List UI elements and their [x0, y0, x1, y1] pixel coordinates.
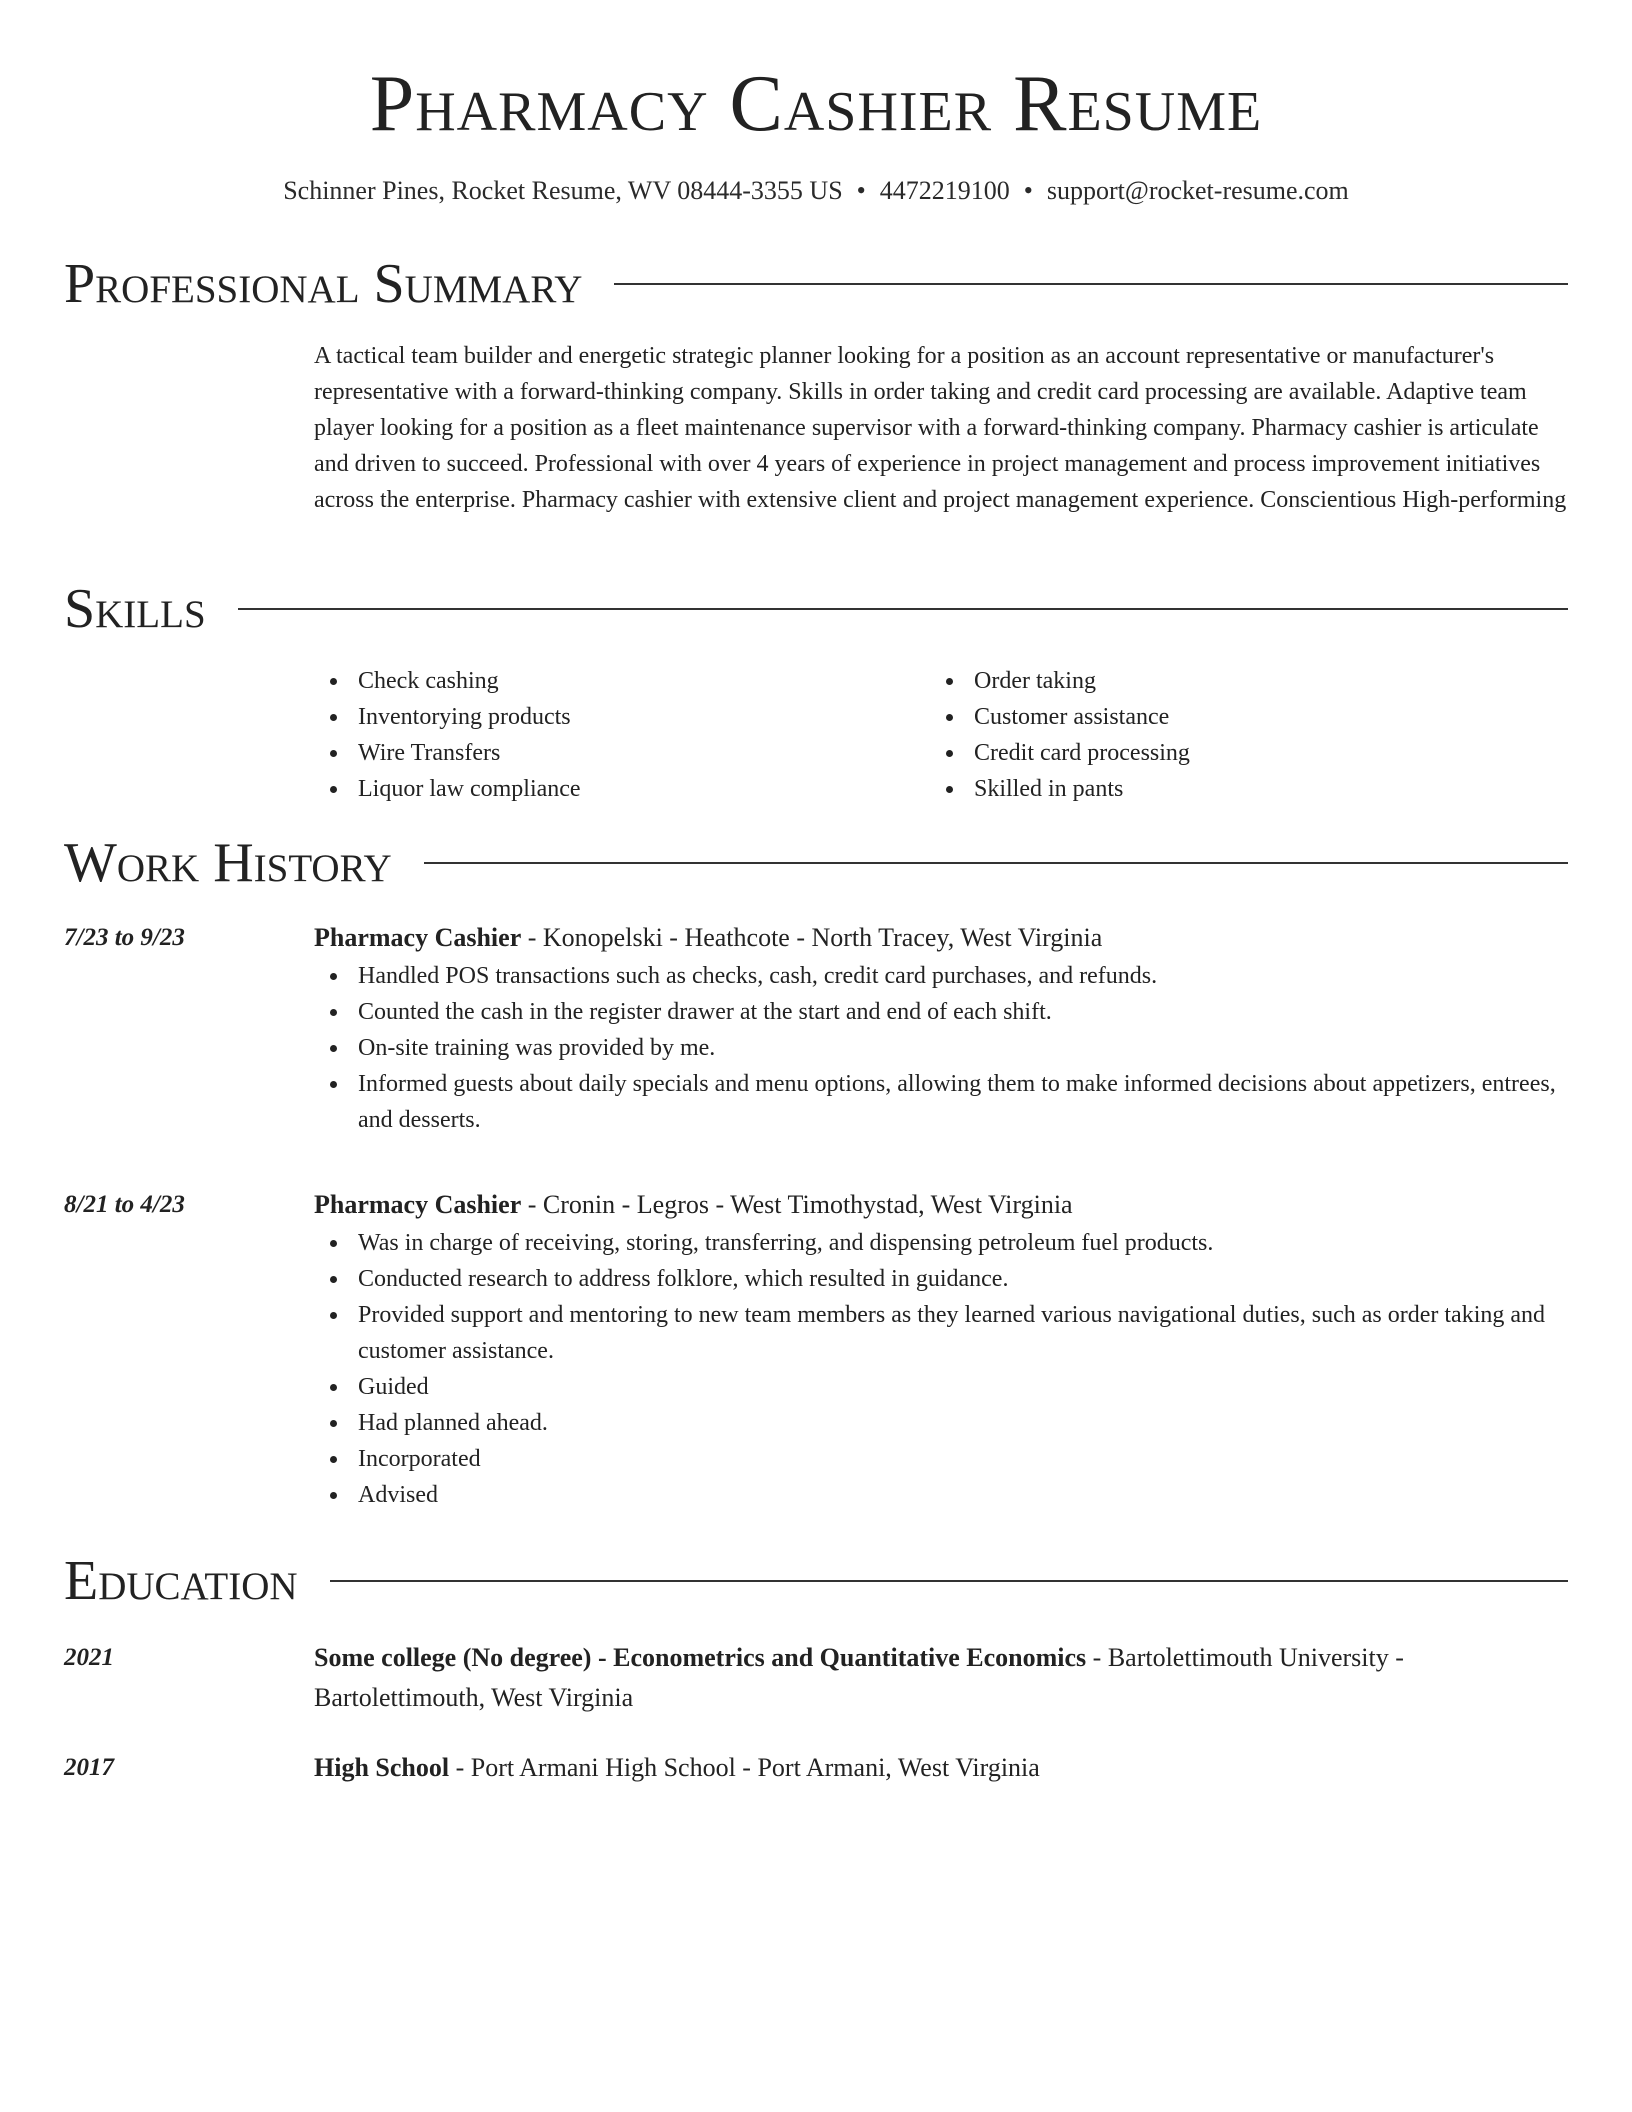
skill-item: Skilled in pants [930, 771, 1546, 807]
job-duty: Guided [314, 1369, 1568, 1405]
job-duty: Conducted research to address folklore, which resulted in guidance. [314, 1261, 1568, 1297]
work-section-header [64, 831, 1568, 895]
job-dates: 7/23 to 9/23 [64, 924, 185, 951]
education-section-header [64, 1549, 1568, 1613]
education-year: 2017 [64, 1754, 114, 1781]
job-employer: - Konopelski - Heathcote - North Tracey, West Virginia [521, 923, 1103, 952]
skill-item: Order taking [930, 663, 1546, 699]
skills-column-right [930, 663, 1546, 807]
job-entry [314, 1185, 1568, 1513]
education-year: 2021 [64, 1644, 114, 1671]
contact-phone: 4472219100 [879, 176, 1010, 205]
contact-email: support@rocket-resume.com [1046, 176, 1349, 205]
education-heading: Education [64, 1550, 298, 1612]
education-entry [314, 1748, 1568, 1788]
summary-heading: Professional Summary [64, 253, 583, 315]
contact-address: Schinner Pines, Rocket Resume, WV 08444-3355 US [283, 176, 843, 205]
contact-separator: • [1023, 176, 1033, 205]
job-duty: On-site training was provided by me. [314, 1030, 1568, 1066]
summary-text: A tactical team builder and energetic strategic planner looking for a position as an account representative or manufacturer's representative with a forward-thinking company. Skills in order taking and credit card processing are available. Adaptive team player looking for a position as a fleet maintenance supervisor with a forward-thinking company. Pharmacy cashier is articulate and driven to succeed. Professional with over 4 years of experience in project management and process improvement initiatives across the enterprise. Pharmacy cashier with extensive client and project management experience. Conscientious High-performing [314, 343, 1567, 513]
skill-item: Credit card processing [930, 735, 1546, 771]
job-duty: Advised [314, 1477, 1568, 1513]
education-entry [314, 1638, 1568, 1718]
contact-separator: • [856, 176, 866, 205]
resume-title: Pharmacy Cashier Resume [369, 60, 1263, 148]
skill-item: Check cashing [314, 663, 930, 699]
skill-item: Customer assistance [930, 699, 1546, 735]
section-divider [330, 1580, 1568, 1582]
work-heading: Work History [64, 832, 392, 894]
job-employer: - Cronin - Legros - West Timothystad, West Virginia [521, 1190, 1073, 1219]
education-degree: High School [314, 1753, 450, 1782]
education-school: - Bartolettimouth University - Bartolettimouth, West Virginia [314, 1643, 1404, 1712]
job-duty: Was in charge of receiving, storing, transferring, and dispensing petroleum fuel products. [314, 1225, 1568, 1261]
section-divider [424, 862, 1568, 864]
job-duty: Incorporated [314, 1441, 1568, 1477]
skills-section-header [64, 577, 1568, 641]
education-line [314, 1748, 1568, 1788]
education-school: - Port Armani High School - Port Armani, West Virginia [449, 1753, 1040, 1782]
job-duties [314, 958, 1568, 1138]
job-title-line [314, 918, 1568, 958]
section-divider [614, 283, 1568, 285]
contact-line [0, 174, 1632, 208]
summary-section-header [64, 252, 1568, 316]
skills-column-left [314, 663, 930, 807]
job-dates: 8/21 to 4/23 [64, 1191, 185, 1218]
job-duty: Had planned ahead. [314, 1405, 1568, 1441]
job-entry [314, 918, 1568, 1138]
job-role: Pharmacy Cashier [314, 1190, 522, 1219]
skill-item: Liquor law compliance [314, 771, 930, 807]
job-duty: Provided support and mentoring to new team members as they learned various navigational duties, such as order taking and customer assistance. [314, 1297, 1568, 1369]
skill-item: Wire Transfers [314, 735, 930, 771]
job-duties [314, 1225, 1568, 1513]
skill-item: Inventorying products [314, 699, 930, 735]
job-role: Pharmacy Cashier [314, 923, 522, 952]
job-title-line [314, 1185, 1568, 1225]
education-degree: Some college (No degree) - Econometrics and Quantitative Economics [314, 1643, 1087, 1672]
education-line [314, 1638, 1568, 1718]
section-divider [238, 608, 1568, 610]
skills-list [314, 663, 1568, 807]
job-duty: Counted the cash in the register drawer at the start and end of each shift. [314, 994, 1568, 1030]
job-duty: Informed guests about daily specials and menu options, allowing them to make informed decisions about appetizers, entrees, and desserts. [314, 1066, 1568, 1138]
job-duty: Handled POS transactions such as checks, cash, credit card purchases, and refunds. [314, 958, 1568, 994]
skills-heading: Skills [64, 578, 206, 640]
